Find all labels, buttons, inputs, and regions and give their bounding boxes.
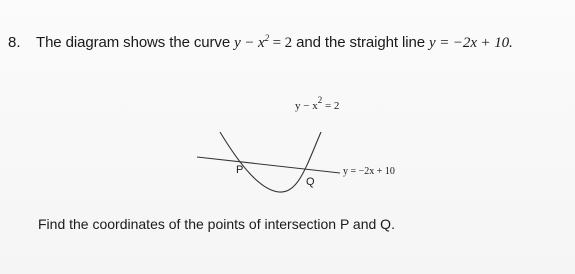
question-prompt: Find the coordinates of the points of intersection P and Q.	[38, 216, 395, 232]
stem-text-middle: and the straight line	[292, 34, 430, 51]
diagram	[180, 95, 440, 205]
point-q-label: Q	[306, 176, 315, 188]
point-p-label: P	[236, 164, 244, 176]
line-label: y = −2x + 10	[343, 166, 395, 177]
straight-line	[197, 157, 340, 173]
curve-equation: $y - x^2 = 2$	[234, 33, 293, 51]
curve-label: $y - x^2 = 2$	[295, 95, 340, 112]
question-number: 8.	[8, 34, 21, 51]
line-equation: y = −2x + 10.	[429, 35, 513, 51]
stem-text-start: The diagram shows the curve	[36, 34, 235, 51]
question-stem	[36, 34, 513, 52]
